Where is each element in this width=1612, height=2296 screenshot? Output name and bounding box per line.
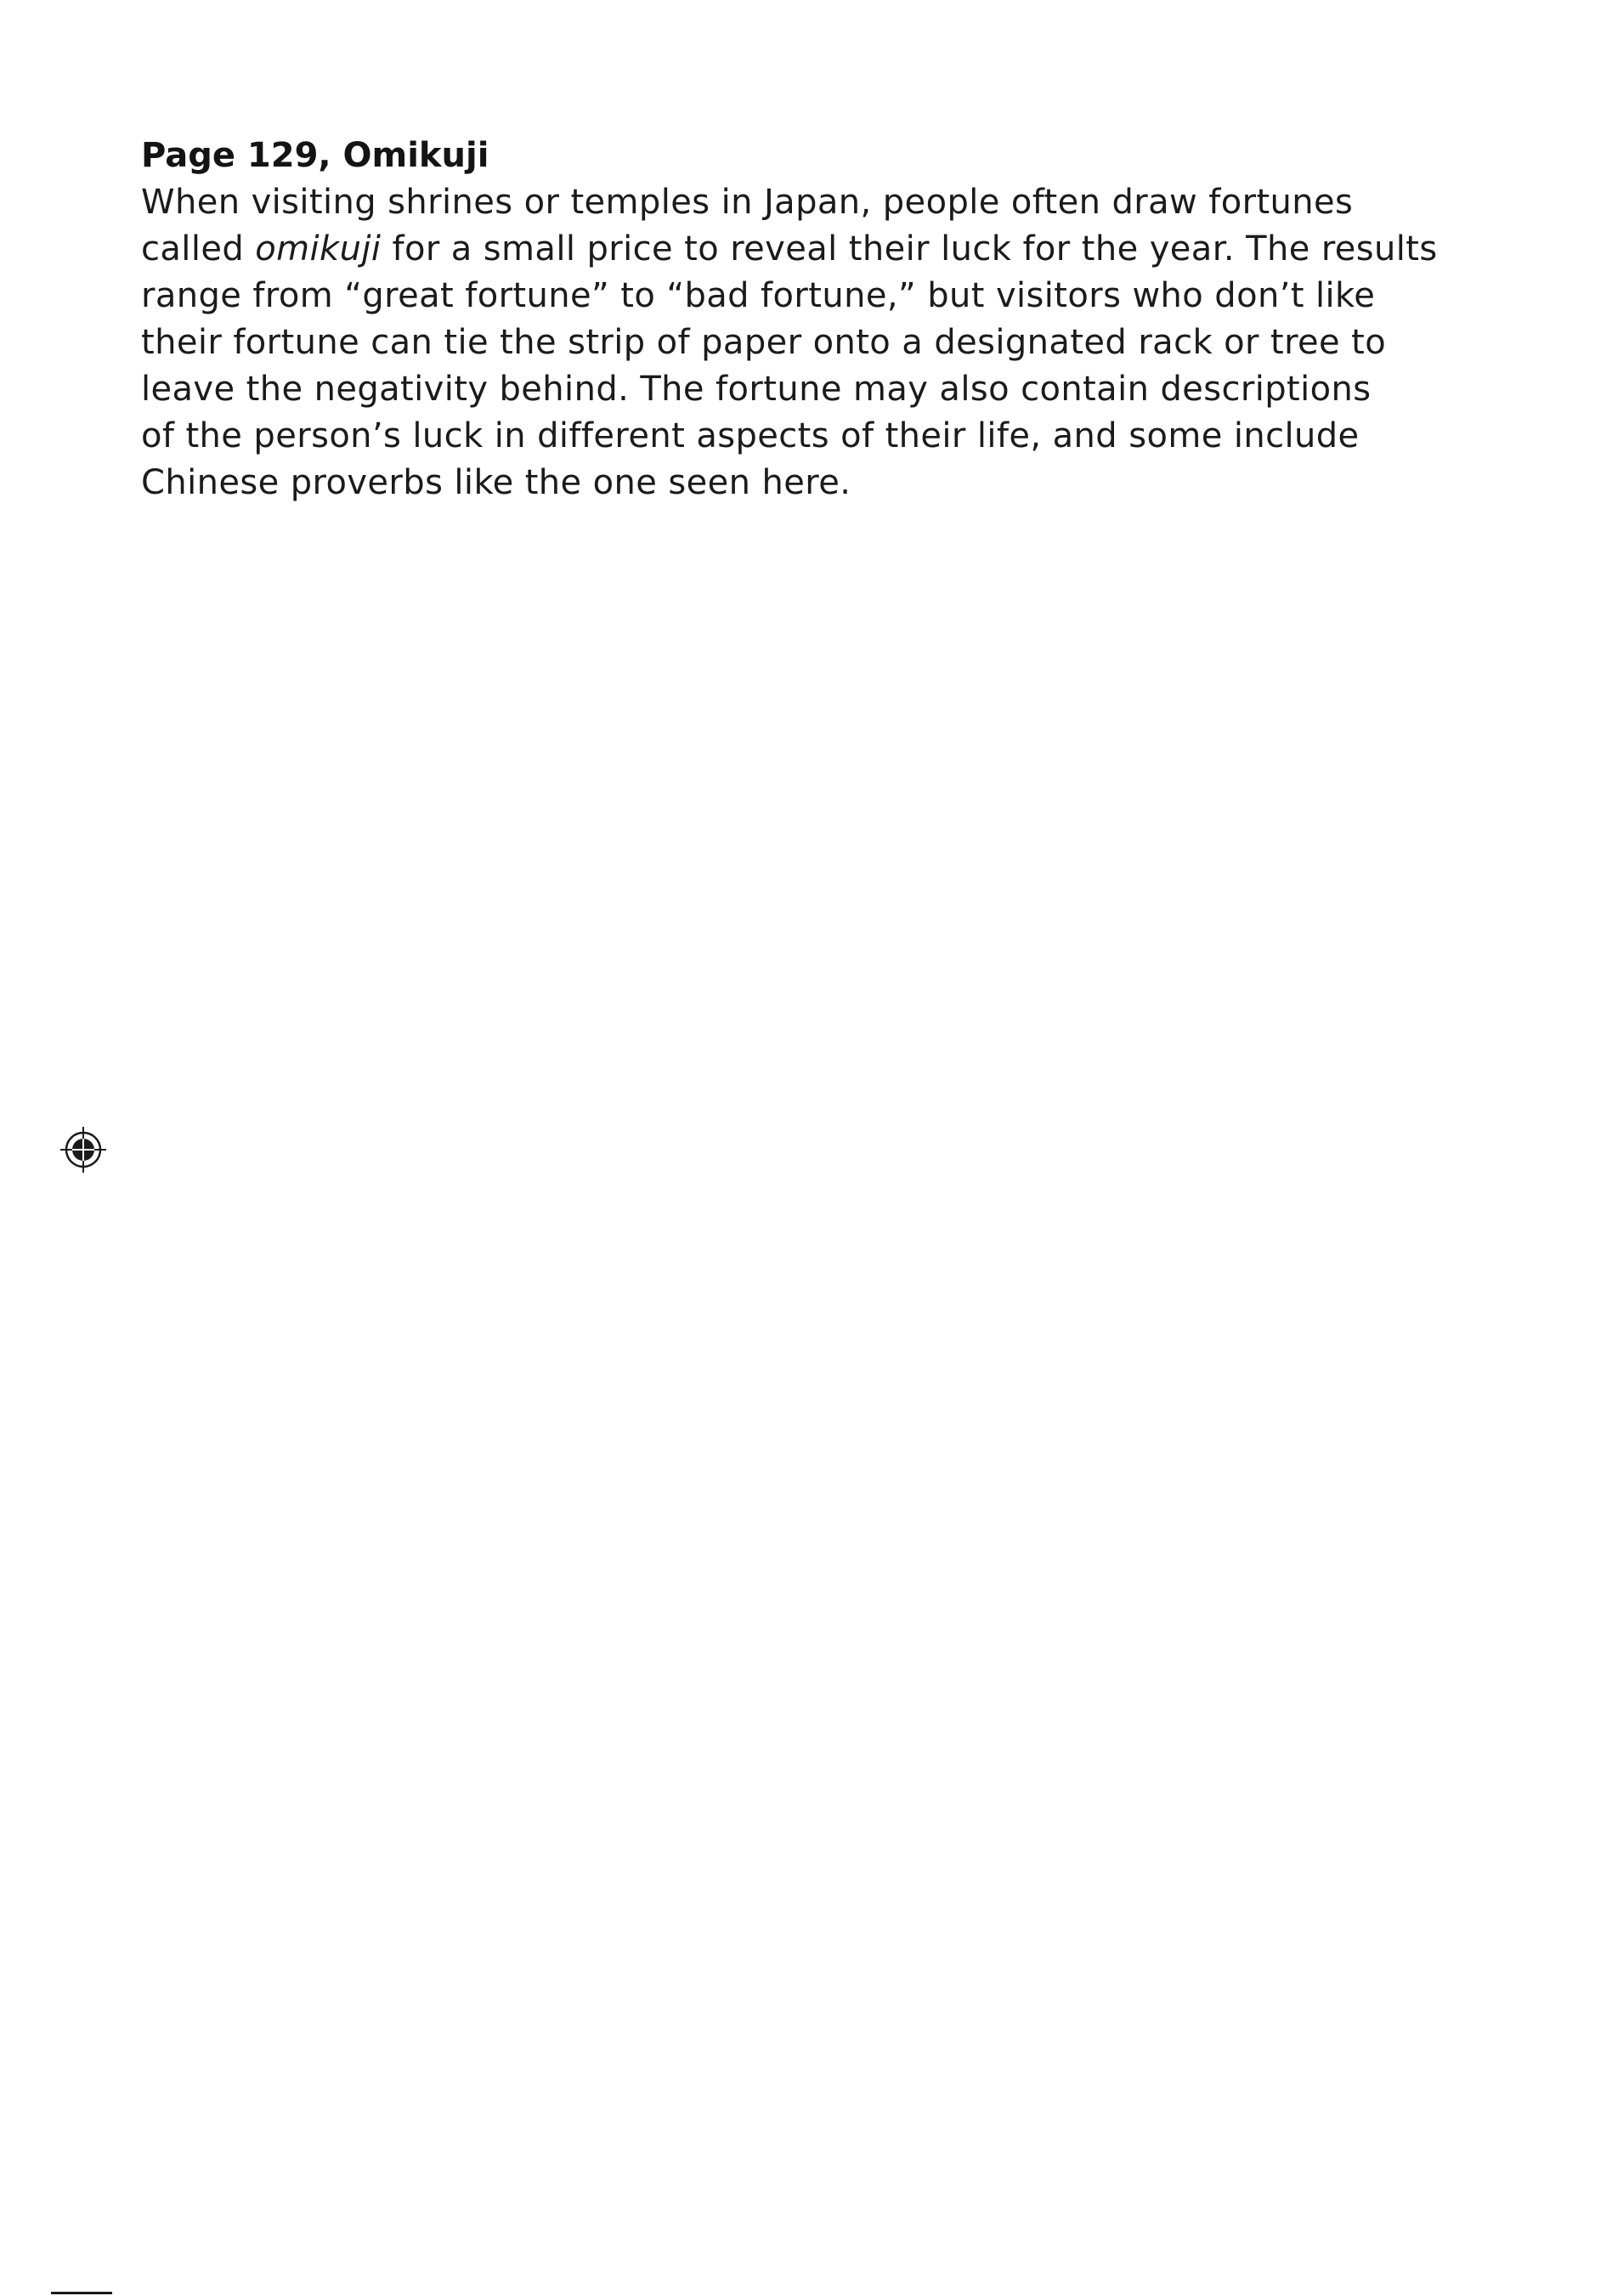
body-line-5: leave the negativity behind. The fortune may also contain descriptions [141, 370, 1372, 409]
body-line-2-start: called [141, 229, 256, 269]
annotation-entry [141, 133, 1501, 506]
body-line-7: Chinese proverbs like the one seen here. [141, 463, 851, 502]
body-line-6: of the person’s luck in different aspects of their life, and some include [141, 416, 1360, 455]
body-line-3: range from “great fortune” to “bad fortune,” but visitors who don’t like [141, 276, 1376, 315]
registration-mark-icon [59, 1125, 108, 1174]
body-line-4: their fortune can tie the strip of paper onto a designated rack or tree to [141, 323, 1387, 362]
crop-mark-icon [51, 2292, 112, 2294]
entry-body [141, 179, 1501, 506]
body-line-1: When visiting shrines or temples in Japan, people often draw fortunes [141, 183, 1354, 222]
italic-term-omikuji: omikuji [255, 229, 382, 269]
entry-title: Page 129, Omikuji [141, 136, 489, 175]
body-line-2-end: for a small price to reveal their luck for the year. The results [381, 229, 1438, 269]
body-line-2 [141, 226, 1501, 273]
